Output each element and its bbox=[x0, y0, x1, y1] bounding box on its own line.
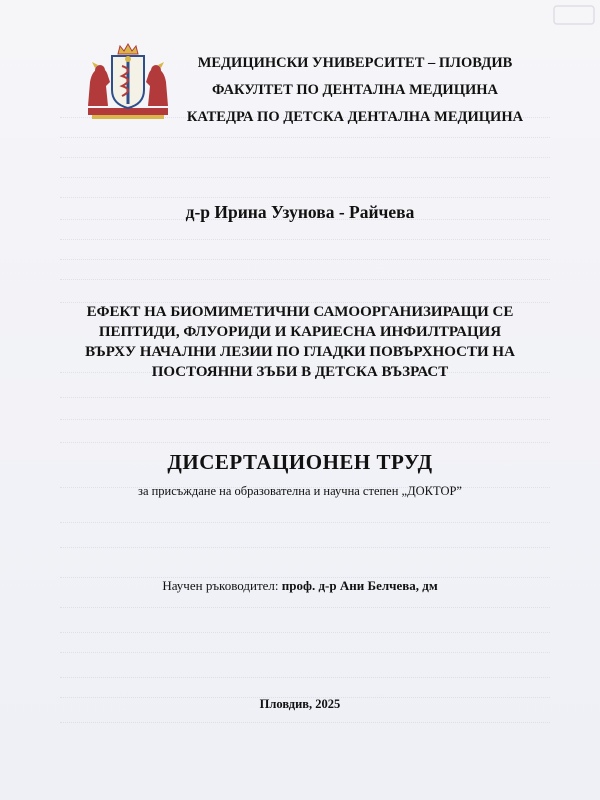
faculty-name: ФАКУЛТЕТ ПО ДЕНТАЛНА МЕДИЦИНА bbox=[211, 82, 499, 98]
supervisor-name: проф. д-р Ани Белчева, дм bbox=[281, 578, 438, 593]
place-and-year: Пловдив, 2025 bbox=[259, 697, 341, 711]
corner-mark bbox=[540, 0, 600, 30]
institution-header bbox=[150, 50, 560, 131]
department-name: КАТЕДРА ПО ДЕТСКА ДЕНТАЛНА МЕДИЦИНА bbox=[186, 109, 524, 125]
title-line: ЕФЕКТ НА БИОМИМЕТИЧНИ САМООРГАНИЗИРАЩИ СЕ bbox=[86, 304, 514, 320]
document-type: ДИСЕРТАЦИОНЕН ТРУД bbox=[167, 450, 433, 474]
title-line: ПЕПТИДИ, ФЛУОРИДИ И КАРИЕСНА ИНФИЛТРАЦИЯ bbox=[98, 324, 502, 340]
title-line: ВЪРХУ НАЧАЛНИ ЛЕЗИИ ПО ГЛАДКИ ПОВЪРХНОСТИ НА bbox=[85, 344, 515, 360]
university-name: МЕДИЦИНСКИ УНИВЕРСИТЕТ – ПЛОВДИВ bbox=[197, 55, 513, 71]
dissertation-title bbox=[40, 302, 560, 382]
author-name: д-р Ирина Узунова - Райчева bbox=[185, 202, 415, 222]
supervisor-label: Научен ръководител: bbox=[162, 578, 282, 593]
title-line: ПОСТОЯННИ ЗЪБИ В ДЕТСКА ВЪЗРАСТ bbox=[151, 364, 449, 380]
supervisor bbox=[0, 578, 600, 594]
degree-purpose: за присъждане на образователна и научна степен „ДОКТОР” bbox=[138, 484, 462, 498]
